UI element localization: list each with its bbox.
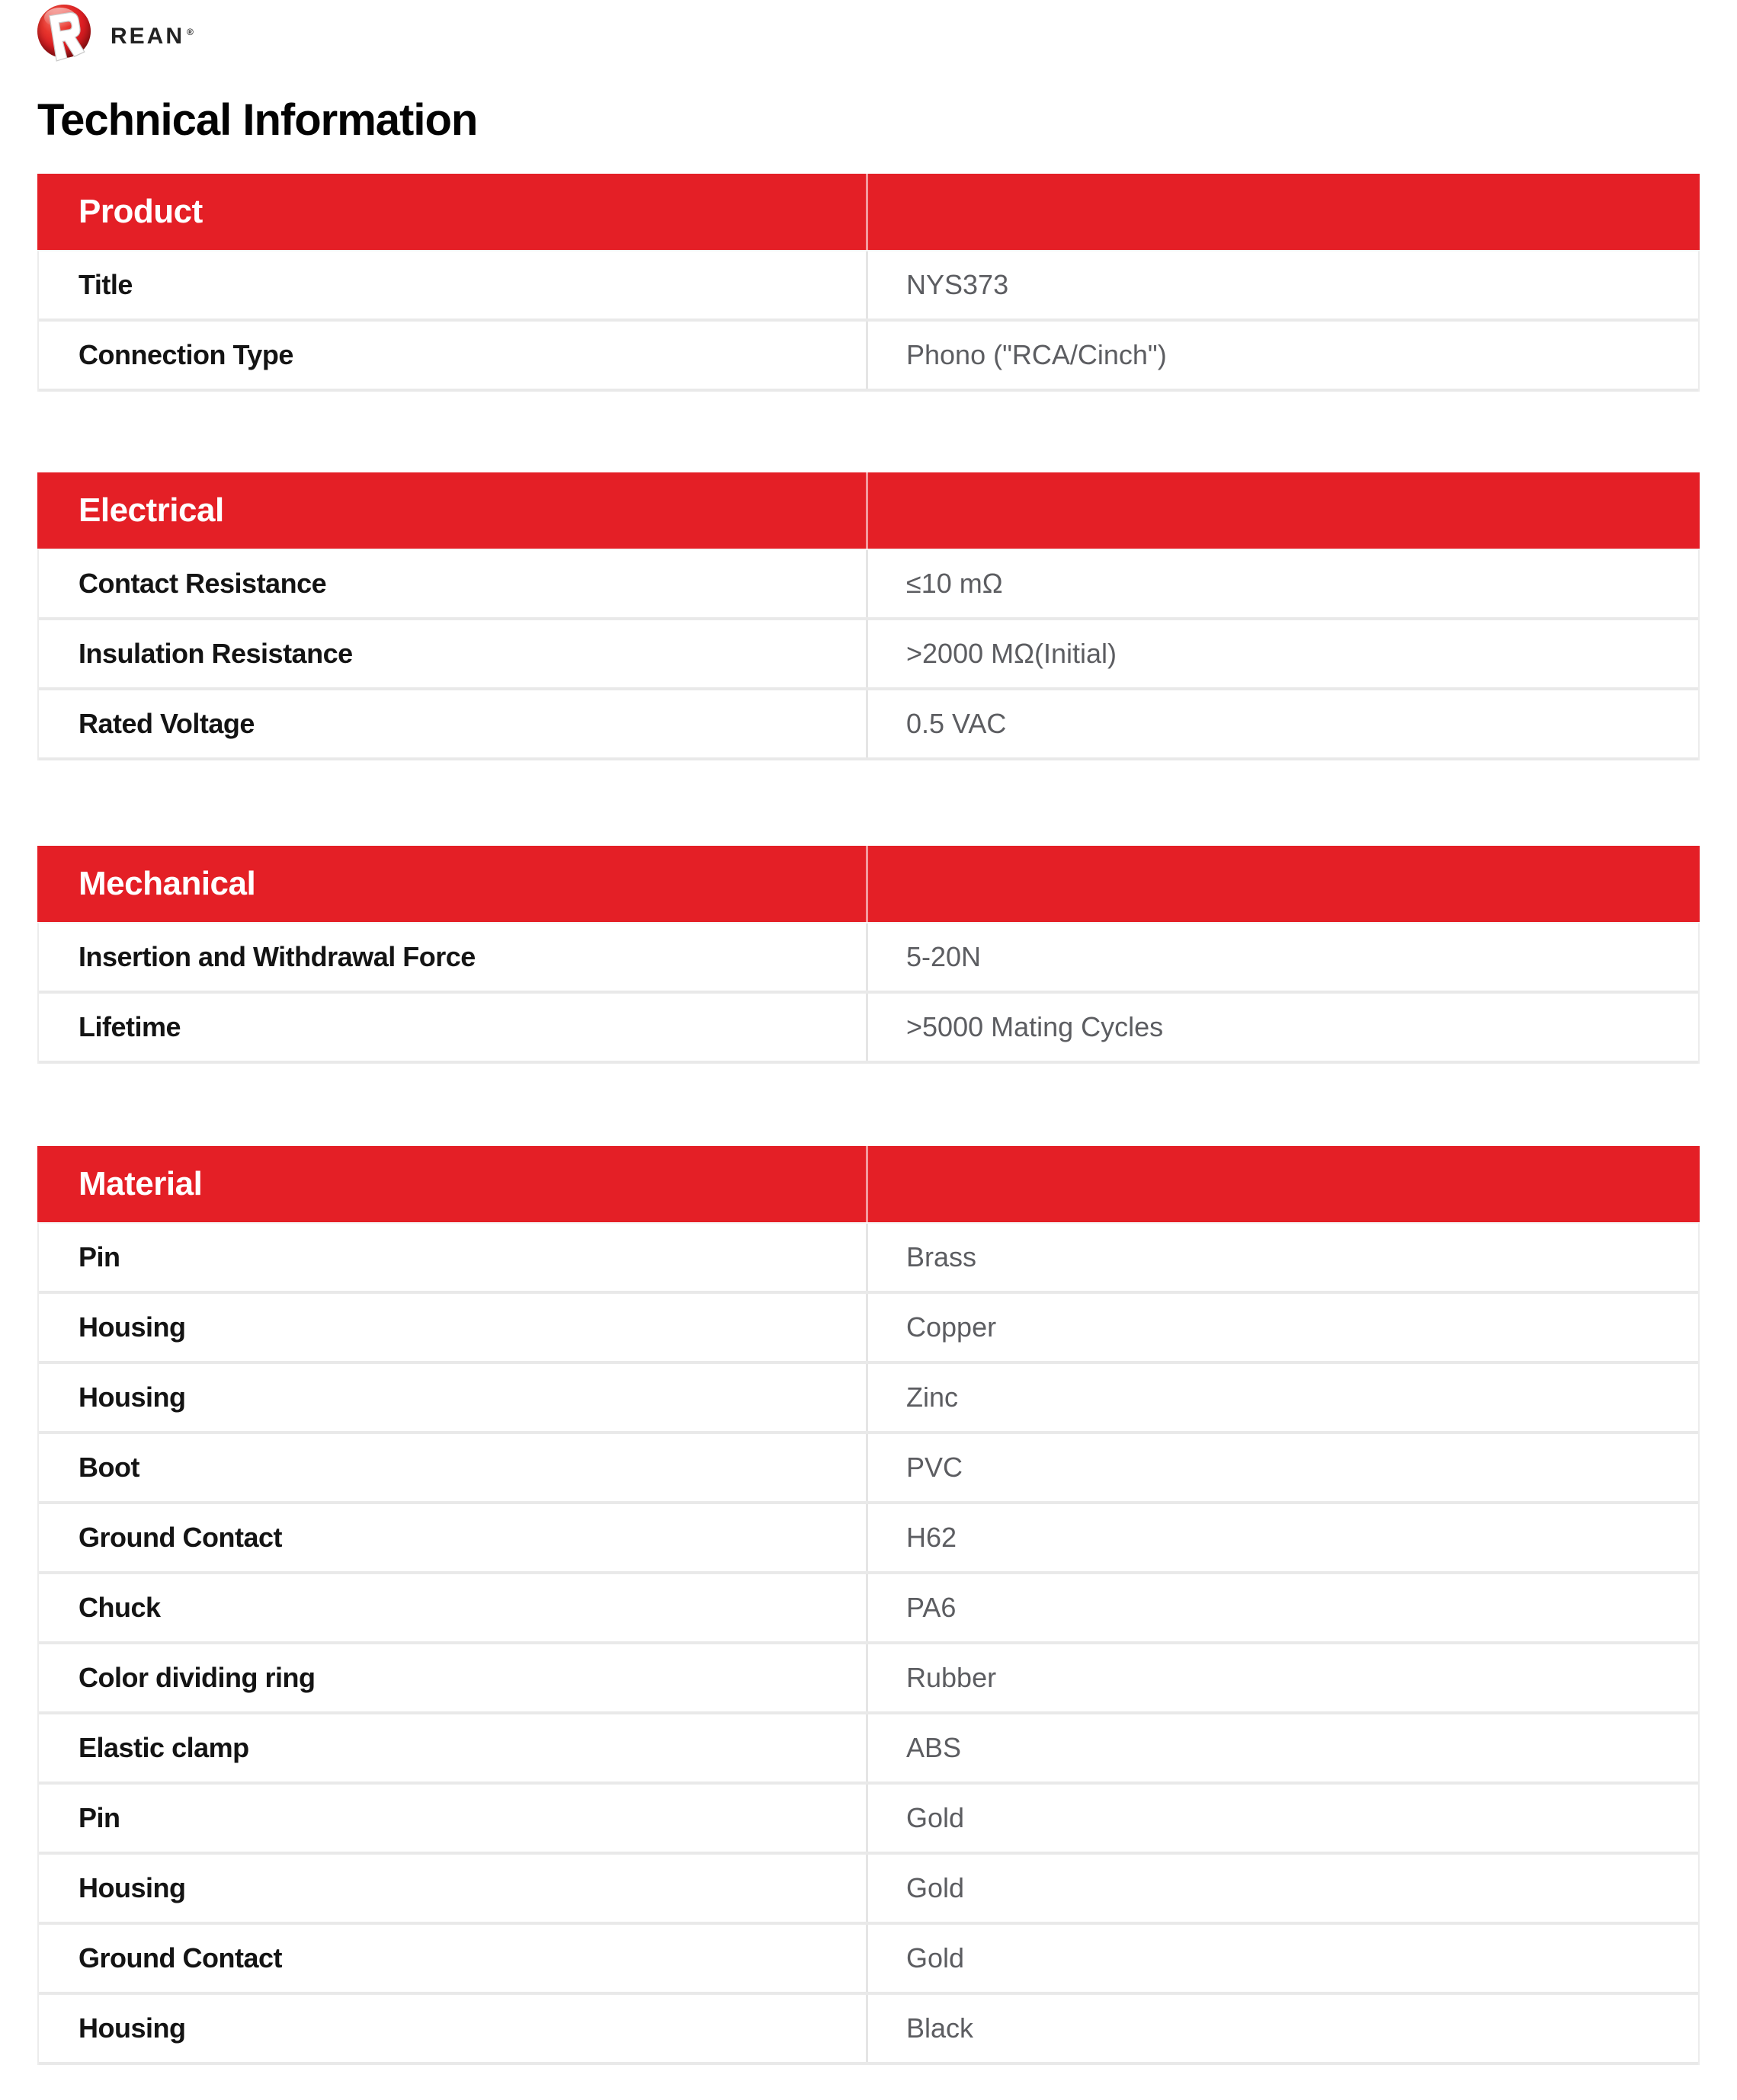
page-title: Technical Information	[37, 95, 478, 145]
table-row	[39, 1714, 1698, 1785]
row-label: Elastic clamp	[39, 1714, 868, 1781]
table-row	[39, 1995, 1698, 2065]
brand-name: REAN	[111, 24, 185, 49]
row-value: >2000 MΩ(Initial)	[906, 638, 1117, 669]
row-label: Boot	[39, 1434, 868, 1501]
table-row	[39, 620, 1698, 690]
row-label: Housing	[39, 1294, 868, 1361]
table-row	[39, 1855, 1698, 1925]
brand-wordmark	[111, 25, 194, 48]
row-label: Insertion and Withdrawal Force	[39, 924, 868, 991]
row-label: Pin	[39, 1224, 868, 1291]
table-row	[39, 1504, 1698, 1574]
row-label: Housing	[39, 1995, 868, 2062]
table-header-spacer-cell	[868, 472, 1700, 549]
table-row	[39, 1364, 1698, 1434]
table-header-spacer-cell	[868, 846, 1700, 922]
table-header-row	[37, 174, 1700, 250]
table-row	[39, 690, 1698, 760]
row-label: Ground Contact	[39, 1504, 868, 1571]
table-header-cell	[37, 174, 868, 250]
table-body	[37, 250, 1700, 392]
table-header-spacer-cell	[868, 174, 1700, 250]
row-value: Gold	[906, 1802, 965, 1833]
table-row	[39, 924, 1698, 994]
spec-table-mechanical	[37, 846, 1700, 1064]
row-label: Color dividing ring	[39, 1644, 868, 1711]
table-header-title: Mechanical	[79, 865, 256, 902]
row-value: PA6	[906, 1592, 957, 1623]
table-header-cell	[37, 846, 868, 922]
table-row	[39, 1294, 1698, 1364]
table-row	[39, 322, 1698, 392]
row-label: Connection Type	[39, 322, 868, 389]
table-row	[39, 1925, 1698, 1995]
row-label: Rated Voltage	[39, 690, 868, 757]
brand-logo	[37, 5, 194, 72]
row-label: Pin	[39, 1785, 868, 1852]
row-label: Insulation Resistance	[39, 620, 868, 687]
table-header-cell	[37, 1146, 868, 1222]
row-value: NYS373	[906, 269, 1009, 300]
table-row	[39, 1644, 1698, 1714]
table-row	[39, 251, 1698, 322]
table-body	[37, 549, 1700, 760]
table-header-cell	[37, 472, 868, 549]
row-value: 0.5 VAC	[906, 708, 1007, 739]
table-row	[39, 1574, 1698, 1644]
row-label: Ground Contact	[39, 1925, 868, 1992]
logo-r-glyph-icon	[37, 5, 91, 72]
row-value: Brass	[906, 1241, 977, 1272]
rean-sphere-logo-icon	[37, 5, 91, 72]
row-value: ≤10 mΩ	[906, 568, 1003, 599]
row-value: 5-20N	[906, 941, 982, 972]
row-label: Lifetime	[39, 994, 868, 1061]
table-row	[39, 994, 1698, 1064]
table-header-title: Material	[79, 1165, 203, 1202]
row-label: Title	[39, 251, 868, 319]
row-label: Housing	[39, 1364, 868, 1431]
row-value: Gold	[906, 1942, 965, 1974]
row-value: >5000 Mating Cycles	[906, 1011, 1164, 1042]
row-value: Zinc	[906, 1381, 959, 1413]
row-value: Rubber	[906, 1662, 997, 1693]
table-body	[37, 1222, 1700, 2065]
row-value: Black	[906, 2012, 974, 2044]
table-header-title: Electrical	[79, 491, 224, 529]
row-value: ABS	[906, 1732, 962, 1763]
row-value: PVC	[906, 1452, 963, 1483]
table-body	[37, 922, 1700, 1064]
row-value: Copper	[906, 1311, 997, 1343]
spec-table-electrical	[37, 472, 1700, 760]
row-value: H62	[906, 1522, 957, 1553]
table-row	[39, 1785, 1698, 1855]
row-value: Phono ("RCA/Cinch")	[906, 339, 1167, 370]
table-header-row	[37, 472, 1700, 549]
row-label: Contact Resistance	[39, 550, 868, 617]
table-header-row	[37, 846, 1700, 922]
row-label: Housing	[39, 1855, 868, 1922]
spec-table-material	[37, 1146, 1700, 2065]
registered-trademark-symbol: ®	[187, 27, 194, 37]
row-label: Chuck	[39, 1574, 868, 1641]
table-header-spacer-cell	[868, 1146, 1700, 1222]
table-row	[39, 550, 1698, 620]
table-row	[39, 1434, 1698, 1504]
table-row	[39, 1224, 1698, 1294]
table-header-row	[37, 1146, 1700, 1222]
table-header-title: Product	[79, 193, 203, 230]
spec-table-product	[37, 174, 1700, 392]
row-value: Gold	[906, 1872, 965, 1903]
